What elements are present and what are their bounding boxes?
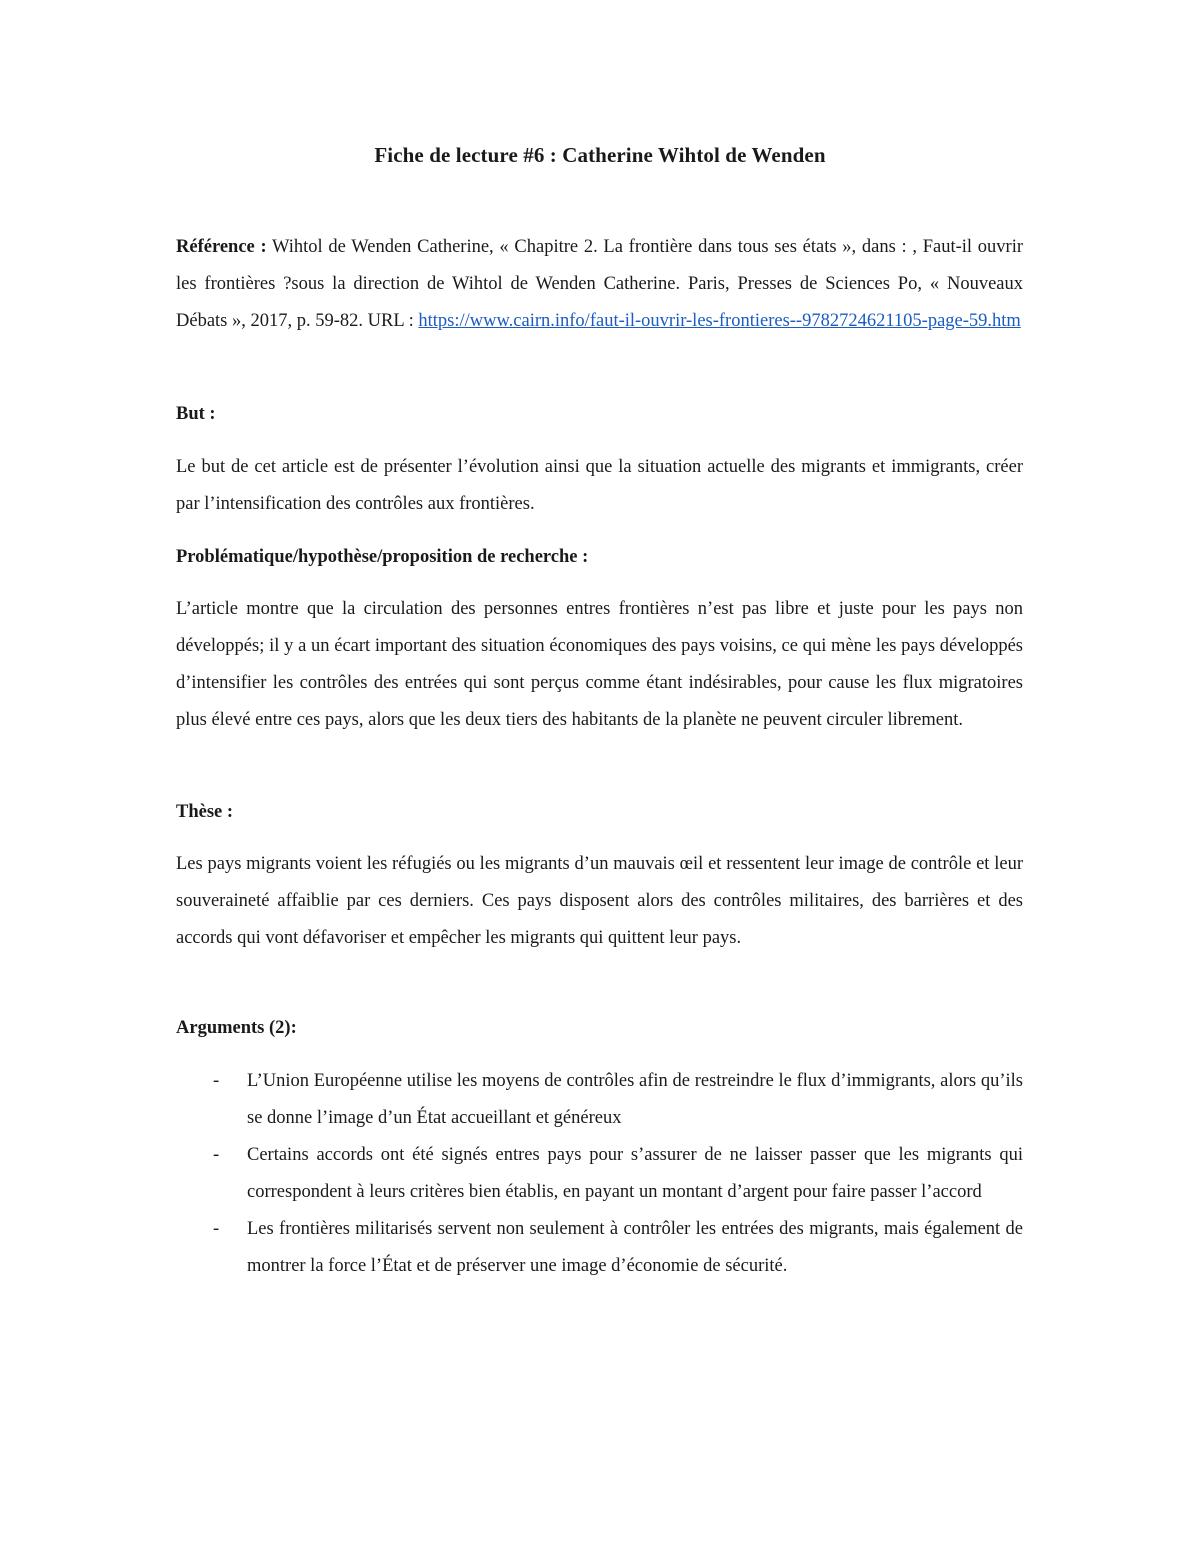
argument-text: Certains accords ont été signés entres pays pour s’assurer de ne laisser passer que les migrants qui correspondent à leurs critères bien établis, en payant un montant d’argent pour faire passer l’accord xyxy=(247,1145,1023,1202)
reference-text: Wihtol de Wenden Catherine, « Chapitre 2. La frontière dans tous ses états », dans : , Faut-il ouvrir les frontières ?sous la direction de Wihtol de Wenden Catherine. Paris, Presses de Sciences Po, « Nouveaux Débats », 2017, p. 59-82. URL : xyxy=(176,237,1024,331)
these-heading: Thèse : xyxy=(176,802,234,822)
problematique-heading: Problématique/hypothèse/proposition de recherche : xyxy=(176,547,589,567)
argument-item xyxy=(176,1211,1023,1285)
reference-paragraph xyxy=(176,229,1023,340)
arguments-list-container xyxy=(176,1063,1023,1285)
argument-item xyxy=(176,1063,1023,1137)
bullet-dash: - xyxy=(213,1145,220,1165)
bullet-dash: - xyxy=(213,1219,220,1239)
arguments-heading: Arguments (2): xyxy=(176,1018,297,1038)
argument-text: Les frontières militarisés servent non seulement à contrôler les entrées des migrants, mais également de montrer la force l’État et de préserver une image d’économie de sécurité. xyxy=(247,1219,1023,1276)
argument-item xyxy=(176,1137,1023,1211)
these-paragraph: Les pays migrants voient les réfugiés ou les migrants d’un mauvais œil et ressentent leur image de contrôle et leur souveraineté affaiblie par ces derniers. Ces pays disposent alors des contrôles militaires, des barrières et des accords qui vont défavoriser et empêcher les migrants qui quittent leur pays. xyxy=(176,854,1023,948)
reference-label: Référence : xyxy=(176,237,267,257)
document-title: Fiche de lecture #6 : Catherine Wihtol de Wenden xyxy=(374,143,826,167)
arguments-list xyxy=(176,1063,1023,1285)
bullet-dash: - xyxy=(213,1071,220,1091)
problematique-paragraph: L’article montre que la circulation des personnes entres frontières n’est pas libre et juste pour les pays non développés; il y a un écart important des situation économiques des pays voisins, ce qui mène les pays développés d’intensifier les contrôles des entrées qui sont perçus comme étant indésirables, pour cause les flux migratoires plus élevé entre ces pays, alors que les deux tiers des habitants de la planète ne peuvent circuler librement. xyxy=(176,599,1023,730)
but-paragraph: Le but de cet article est de présenter l’évolution ainsi que la situation actuelle des migrants et immigrants, créer par l’intensification des contrôles aux frontières. xyxy=(176,457,1023,514)
argument-text: L’Union Européenne utilise les moyens de contrôles afin de restreindre le flux d’immigrants, alors qu’ils se donne l’image d’un État accueillant et généreux xyxy=(247,1071,1023,1128)
but-heading: But : xyxy=(176,404,216,424)
reference-url-link[interactable]: https://www.cairn.info/faut-il-ouvrir-les-frontieres--9782724621105-page-59.htm xyxy=(418,311,1021,331)
